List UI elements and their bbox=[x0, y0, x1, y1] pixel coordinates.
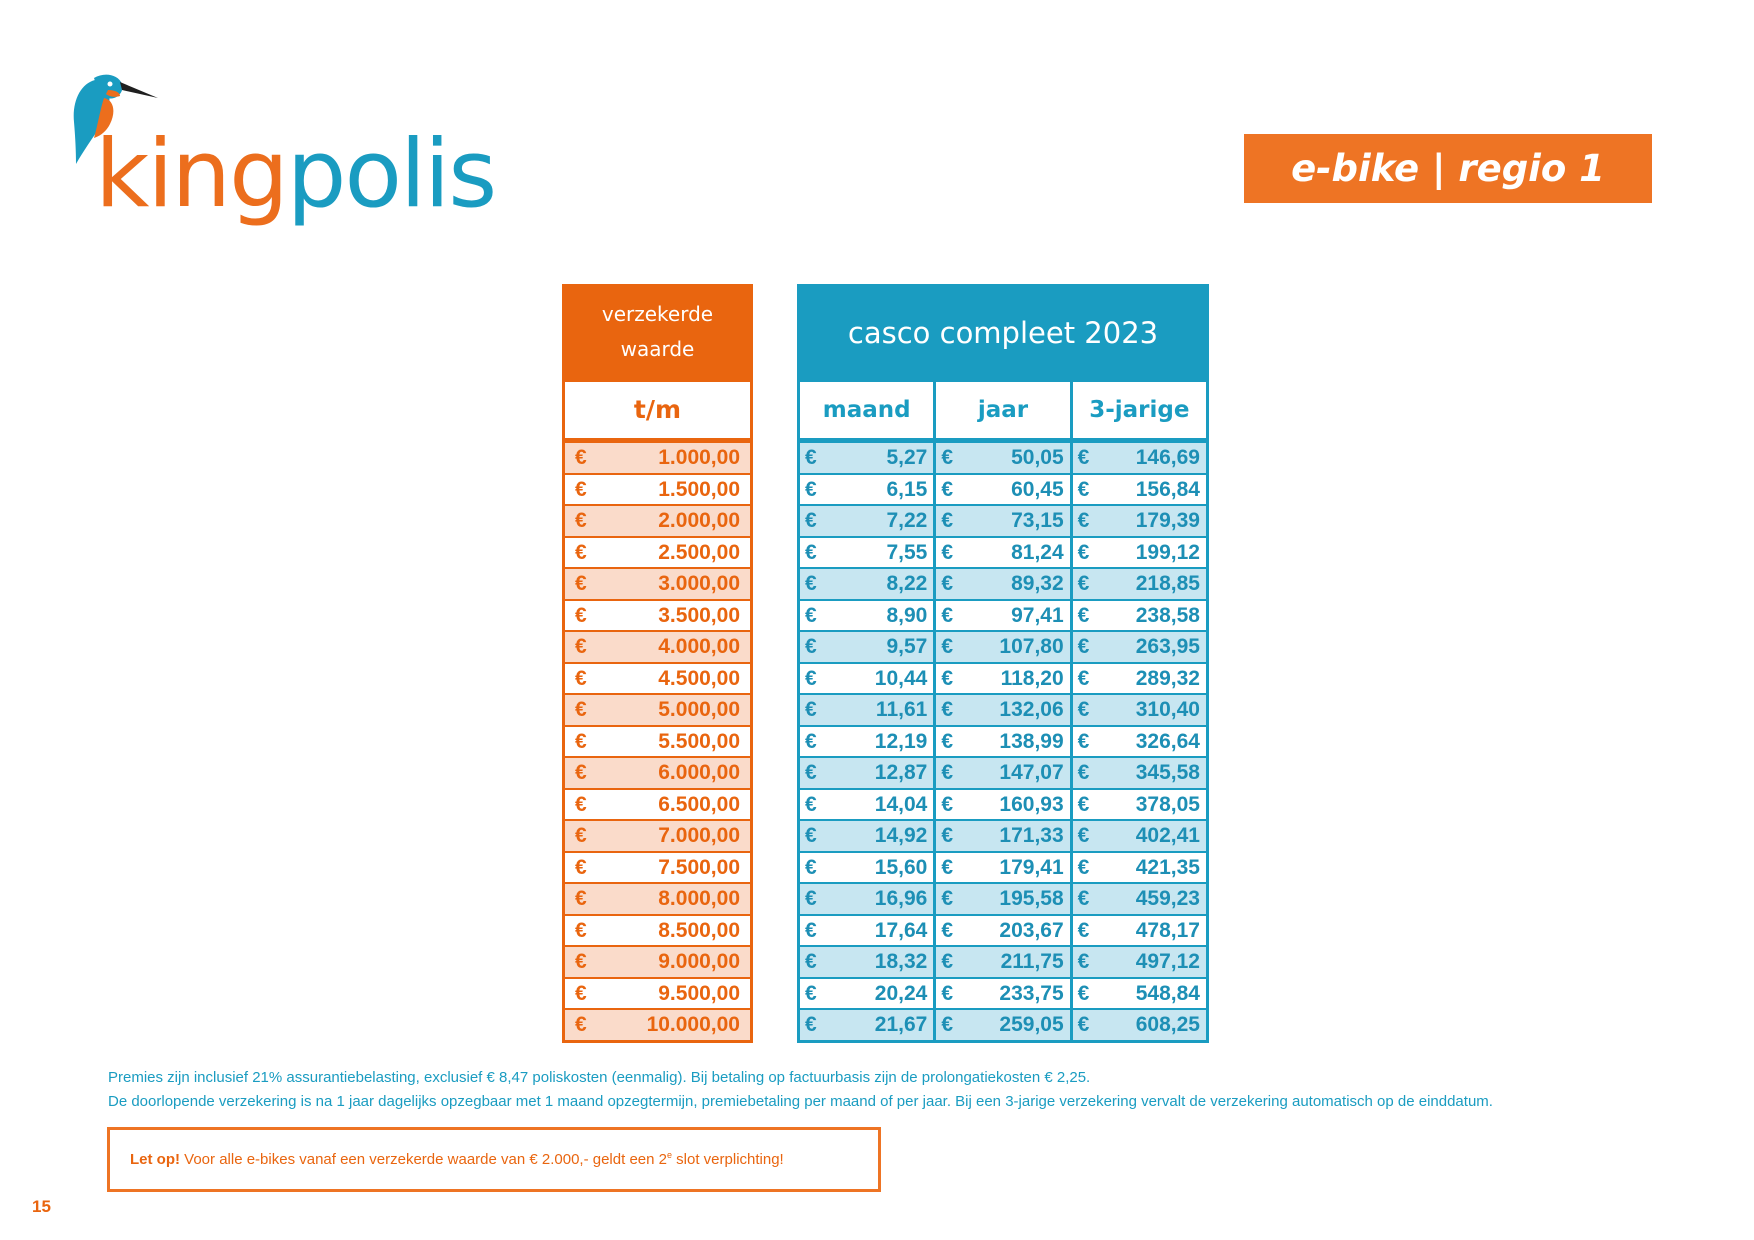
premium-column-headers bbox=[797, 382, 1209, 441]
premium-row bbox=[800, 851, 1206, 883]
premium-maand-cell bbox=[800, 475, 933, 505]
insured-value: 7.000,00 bbox=[658, 824, 740, 847]
currency-symbol: € bbox=[575, 729, 587, 753]
insured-value: 1.000,00 bbox=[658, 446, 740, 469]
currency-symbol: € bbox=[805, 855, 817, 879]
currency-symbol: € bbox=[941, 698, 954, 721]
premium-3-jarige: 218,85 bbox=[1135, 572, 1200, 595]
warning-text-end: slot verplichting! bbox=[672, 1151, 784, 1168]
premium-maand-cell bbox=[800, 821, 933, 851]
premium-3-jarige: 156,84 bbox=[1135, 477, 1200, 501]
currency-symbol: € bbox=[575, 635, 587, 658]
premium-3-jarige: 421,35 bbox=[1135, 855, 1200, 879]
premium-jaar: 89,32 bbox=[1011, 572, 1064, 595]
premium-3-jarige-cell bbox=[1070, 538, 1206, 568]
premium-maand-cell bbox=[800, 979, 933, 1009]
premium-maand: 20,24 bbox=[874, 981, 928, 1005]
insured-value-row bbox=[565, 567, 750, 599]
insured-value-row bbox=[565, 851, 750, 883]
premium-maand: 12,87 bbox=[874, 761, 928, 784]
currency-symbol: € bbox=[1077, 603, 1090, 627]
insured-value: 6.000,00 bbox=[658, 761, 740, 784]
currency-symbol: € bbox=[575, 887, 587, 910]
insured-value: 4.000,00 bbox=[658, 635, 740, 658]
currency-symbol: € bbox=[941, 918, 954, 942]
currency-symbol: € bbox=[575, 509, 587, 532]
premium-maand: 15,60 bbox=[874, 855, 928, 879]
insured-value: 6.500,00 bbox=[658, 792, 740, 816]
footnote-premiums: Premies zijn inclusief 21% assurantiebelasting, exclusief € 8,47 poliskosten (eenmalig). Bij betaling op factuurbasis zijn de prolongatiekosten € 2,25. bbox=[108, 1069, 1091, 1086]
logo-text-king: king bbox=[95, 120, 287, 229]
warning-text: Voor alle e-bikes vanaf een verzekerde waarde van € 2.000,- geldt een 2 bbox=[180, 1151, 667, 1168]
currency-symbol: € bbox=[575, 572, 587, 595]
insured-value-header bbox=[562, 284, 753, 382]
page-number: 15 bbox=[32, 1197, 51, 1216]
premium-3-jarige: 289,32 bbox=[1135, 666, 1200, 690]
currency-symbol: € bbox=[941, 572, 954, 595]
currency-symbol: € bbox=[805, 477, 817, 501]
currency-symbol: € bbox=[805, 603, 817, 627]
currency-symbol: € bbox=[941, 540, 954, 564]
premium-row bbox=[800, 662, 1206, 694]
insured-value-row bbox=[565, 599, 750, 631]
currency-symbol: € bbox=[805, 792, 817, 816]
insured-value: 5.000,00 bbox=[658, 698, 740, 721]
premium-row bbox=[800, 756, 1206, 788]
premium-rows bbox=[797, 441, 1209, 1043]
insured-value: 1.500,00 bbox=[658, 477, 740, 501]
premium-jaar: 195,58 bbox=[999, 887, 1064, 910]
currency-symbol: € bbox=[1077, 446, 1090, 469]
premium-3-jarige-cell bbox=[1070, 443, 1206, 473]
premium-maand: 5,27 bbox=[886, 446, 928, 469]
premium-maand-cell bbox=[800, 632, 933, 662]
premium-3-jarige: 548,84 bbox=[1135, 981, 1200, 1005]
premium-jaar-cell bbox=[933, 569, 1069, 599]
insured-value-row bbox=[565, 819, 750, 851]
insured-value: 3.000,00 bbox=[658, 572, 740, 595]
premium-3-jarige: 326,64 bbox=[1135, 729, 1200, 753]
currency-symbol: € bbox=[941, 981, 954, 1005]
premium-jaar-cell bbox=[933, 853, 1069, 883]
premium-3-jarige: 378,05 bbox=[1135, 792, 1200, 816]
premium-maand-cell bbox=[800, 727, 933, 757]
kingpolis-logo bbox=[95, 120, 496, 229]
currency-symbol: € bbox=[575, 446, 587, 469]
currency-symbol: € bbox=[1077, 981, 1090, 1005]
premium-row bbox=[800, 788, 1206, 820]
premium-row bbox=[800, 441, 1206, 473]
currency-symbol: € bbox=[1077, 729, 1090, 753]
premium-jaar-cell bbox=[933, 475, 1069, 505]
insured-value-subheader: t/m bbox=[562, 382, 753, 441]
premium-maand-cell bbox=[800, 506, 933, 536]
currency-symbol: € bbox=[805, 1013, 817, 1036]
premium-3-jarige-cell bbox=[1070, 979, 1206, 1009]
premium-maand: 12,19 bbox=[874, 729, 928, 753]
insured-value-row bbox=[565, 536, 750, 568]
premium-3-jarige-cell bbox=[1070, 884, 1206, 914]
currency-symbol: € bbox=[1077, 918, 1090, 942]
premium-jaar-cell bbox=[933, 979, 1069, 1009]
premium-table-header: casco compleet 2023 bbox=[797, 284, 1209, 382]
premium-3-jarige-cell bbox=[1070, 947, 1206, 977]
insured-value: 8.000,00 bbox=[658, 887, 740, 910]
premium-jaar: 138,99 bbox=[999, 729, 1064, 753]
premium-jaar: 73,15 bbox=[1011, 509, 1064, 532]
premium-maand: 11,61 bbox=[875, 698, 928, 721]
premium-row bbox=[800, 567, 1206, 599]
logo-text-polis: polis bbox=[286, 120, 496, 229]
premium-3-jarige-cell bbox=[1070, 853, 1206, 883]
premium-3-jarige: 478,17 bbox=[1135, 918, 1200, 942]
insured-value: 4.500,00 bbox=[658, 666, 740, 690]
premium-maand-cell bbox=[800, 443, 933, 473]
insured-value-row bbox=[565, 788, 750, 820]
premium-3-jarige: 402,41 bbox=[1135, 824, 1200, 847]
premium-3-jarige-cell bbox=[1070, 790, 1206, 820]
premium-jaar-cell bbox=[933, 884, 1069, 914]
currency-symbol: € bbox=[941, 824, 954, 847]
premium-jaar-cell bbox=[933, 538, 1069, 568]
currency-symbol: € bbox=[575, 981, 587, 1005]
premium-jaar: 107,80 bbox=[999, 635, 1064, 658]
premium-3-jarige: 263,95 bbox=[1135, 635, 1200, 658]
insured-value-row bbox=[565, 725, 750, 757]
currency-symbol: € bbox=[1077, 1013, 1090, 1036]
premium-3-jarige-cell bbox=[1070, 695, 1206, 725]
premium-maand: 8,90 bbox=[886, 603, 928, 627]
currency-symbol: € bbox=[805, 824, 817, 847]
premium-row bbox=[800, 536, 1206, 568]
currency-symbol: € bbox=[941, 446, 954, 469]
premium-3-jarige-cell bbox=[1070, 758, 1206, 788]
premium-row bbox=[800, 693, 1206, 725]
premium-jaar: 259,05 bbox=[999, 1013, 1064, 1036]
insured-value: 5.500,00 bbox=[658, 729, 740, 753]
currency-symbol: € bbox=[805, 666, 817, 690]
insured-value: 2.000,00 bbox=[658, 509, 740, 532]
premium-row bbox=[800, 599, 1206, 631]
insured-value-row bbox=[565, 662, 750, 694]
premium-maand-cell bbox=[800, 916, 933, 946]
premium-3-jarige-cell bbox=[1070, 569, 1206, 599]
premium-maand: 18,32 bbox=[874, 950, 928, 973]
column-header-3-jarige: 3-jarige bbox=[1070, 382, 1206, 438]
premium-3-jarige: 497,12 bbox=[1135, 950, 1200, 973]
currency-symbol: € bbox=[1077, 698, 1090, 721]
currency-symbol: € bbox=[941, 509, 954, 532]
currency-symbol: € bbox=[575, 698, 587, 721]
currency-symbol: € bbox=[941, 1013, 954, 1036]
premium-3-jarige: 146,69 bbox=[1135, 446, 1200, 469]
premium-3-jarige-cell bbox=[1070, 475, 1206, 505]
insured-value: 9.500,00 bbox=[658, 981, 740, 1005]
premium-3-jarige: 199,12 bbox=[1135, 540, 1200, 564]
warning-box bbox=[107, 1127, 881, 1192]
premium-maand-cell bbox=[800, 853, 933, 883]
currency-symbol: € bbox=[941, 729, 954, 753]
footnotes bbox=[108, 1066, 1748, 1114]
product-region-badge: e-bike | regio 1 bbox=[1244, 134, 1652, 203]
premium-3-jarige: 179,39 bbox=[1135, 509, 1200, 532]
premium-jaar: 233,75 bbox=[999, 981, 1064, 1005]
currency-symbol: € bbox=[575, 855, 587, 879]
premium-3-jarige-cell bbox=[1070, 821, 1206, 851]
currency-symbol: € bbox=[941, 855, 954, 879]
premium-maand-cell bbox=[800, 884, 933, 914]
insured-value-header-line2: waarde bbox=[620, 337, 695, 361]
footnote-cancellation: De doorlopende verzekering is na 1 jaar dagelijks opzegbaar met 1 maand opzegtermijn, premiebetaling per maand of per jaar. Bij een 3-jarige verzekering vervalt de verzekering automatisch op de einddatum. bbox=[108, 1093, 1493, 1110]
premium-row bbox=[800, 473, 1206, 505]
insured-value-row bbox=[565, 473, 750, 505]
currency-symbol: € bbox=[1077, 761, 1090, 784]
premium-jaar: 160,93 bbox=[999, 792, 1064, 816]
currency-symbol: € bbox=[1077, 792, 1090, 816]
premium-3-jarige-cell bbox=[1070, 1010, 1206, 1040]
currency-symbol: € bbox=[805, 761, 817, 784]
premium-maand-cell bbox=[800, 695, 933, 725]
currency-symbol: € bbox=[941, 603, 954, 627]
insured-value: 2.500,00 bbox=[658, 540, 740, 564]
premium-maand: 8,22 bbox=[886, 572, 928, 595]
premium-maand: 16,96 bbox=[874, 887, 928, 910]
premium-maand: 21,67 bbox=[874, 1013, 928, 1036]
currency-symbol: € bbox=[1077, 666, 1090, 690]
premium-3-jarige-cell bbox=[1070, 727, 1206, 757]
insured-value-row bbox=[565, 441, 750, 473]
premium-jaar-cell bbox=[933, 790, 1069, 820]
currency-symbol: € bbox=[805, 635, 817, 658]
currency-symbol: € bbox=[805, 918, 817, 942]
premium-maand: 6,15 bbox=[886, 477, 928, 501]
premium-maand: 9,57 bbox=[886, 635, 928, 658]
currency-symbol: € bbox=[575, 603, 587, 627]
currency-symbol: € bbox=[941, 761, 954, 784]
currency-symbol: € bbox=[575, 1013, 587, 1036]
currency-symbol: € bbox=[805, 446, 817, 469]
currency-symbol: € bbox=[575, 477, 587, 501]
premium-jaar-cell bbox=[933, 601, 1069, 631]
premium-maand-cell bbox=[800, 569, 933, 599]
premium-row bbox=[800, 977, 1206, 1009]
insured-value: 8.500,00 bbox=[658, 918, 740, 942]
currency-symbol: € bbox=[575, 824, 587, 847]
insured-value-row bbox=[565, 630, 750, 662]
currency-symbol: € bbox=[575, 540, 587, 564]
premium-jaar-cell bbox=[933, 1010, 1069, 1040]
currency-symbol: € bbox=[575, 666, 587, 690]
warning-label: Let op! bbox=[130, 1151, 180, 1168]
currency-symbol: € bbox=[941, 792, 954, 816]
currency-symbol: € bbox=[1077, 950, 1090, 973]
premium-jaar: 171,33 bbox=[999, 824, 1064, 847]
currency-symbol: € bbox=[1077, 509, 1090, 532]
currency-symbol: € bbox=[805, 950, 817, 973]
premium-3-jarige-cell bbox=[1070, 601, 1206, 631]
premium-row bbox=[800, 630, 1206, 662]
premium-jaar-cell bbox=[933, 727, 1069, 757]
currency-symbol: € bbox=[1077, 824, 1090, 847]
currency-symbol: € bbox=[1077, 572, 1090, 595]
premium-row bbox=[800, 914, 1206, 946]
premium-jaar: 147,07 bbox=[999, 761, 1064, 784]
currency-symbol: € bbox=[941, 635, 954, 658]
currency-symbol: € bbox=[805, 729, 817, 753]
premium-jaar-cell bbox=[933, 947, 1069, 977]
insured-value: 10.000,00 bbox=[646, 1013, 740, 1036]
premium-row bbox=[800, 819, 1206, 851]
insured-value: 3.500,00 bbox=[658, 603, 740, 627]
currency-symbol: € bbox=[1077, 477, 1090, 501]
insured-value: 9.000,00 bbox=[658, 950, 740, 973]
premium-jaar-cell bbox=[933, 916, 1069, 946]
premium-row bbox=[800, 1008, 1206, 1040]
insured-value-header-line1: verzekerde bbox=[601, 302, 714, 326]
insured-value-row bbox=[565, 693, 750, 725]
insured-value-row bbox=[565, 945, 750, 977]
currency-symbol: € bbox=[575, 918, 587, 942]
currency-symbol: € bbox=[805, 981, 817, 1005]
insured-value-row bbox=[565, 756, 750, 788]
premium-row bbox=[800, 945, 1206, 977]
premium-maand: 17,64 bbox=[874, 918, 928, 942]
premium-maand-cell bbox=[800, 1010, 933, 1040]
premium-maand: 10,44 bbox=[874, 666, 928, 690]
premium-maand-cell bbox=[800, 758, 933, 788]
premium-row bbox=[800, 882, 1206, 914]
premium-maand: 14,92 bbox=[874, 824, 928, 847]
currency-symbol: € bbox=[805, 540, 817, 564]
premium-3-jarige-cell bbox=[1070, 916, 1206, 946]
insured-value-row bbox=[565, 504, 750, 536]
premium-jaar-cell bbox=[933, 695, 1069, 725]
premium-row bbox=[800, 725, 1206, 757]
currency-symbol: € bbox=[805, 572, 817, 595]
insured-value-row bbox=[565, 914, 750, 946]
premium-jaar: 132,06 bbox=[999, 698, 1064, 721]
premium-jaar-cell bbox=[933, 632, 1069, 662]
column-header-jaar: jaar bbox=[933, 382, 1069, 438]
premium-maand: 14,04 bbox=[874, 792, 928, 816]
premium-jaar: 97,41 bbox=[1011, 603, 1064, 627]
premium-jaar: 211,75 bbox=[1000, 950, 1064, 973]
premium-row bbox=[800, 504, 1206, 536]
insured-value-row bbox=[565, 977, 750, 1009]
premium-maand: 7,55 bbox=[886, 540, 928, 564]
currency-symbol: € bbox=[941, 887, 954, 910]
insured-value-row bbox=[565, 1008, 750, 1040]
currency-symbol: € bbox=[941, 477, 954, 501]
premium-jaar-cell bbox=[933, 443, 1069, 473]
insured-value-rows bbox=[562, 441, 753, 1043]
currency-symbol: € bbox=[941, 950, 954, 973]
premium-3-jarige: 310,40 bbox=[1135, 698, 1200, 721]
currency-symbol: € bbox=[575, 950, 587, 973]
premium-3-jarige: 345,58 bbox=[1135, 761, 1200, 784]
premium-jaar-cell bbox=[933, 664, 1069, 694]
premium-maand: 7,22 bbox=[886, 509, 928, 532]
insured-value: 7.500,00 bbox=[658, 855, 740, 879]
premium-jaar: 179,41 bbox=[999, 855, 1064, 879]
currency-symbol: € bbox=[1077, 855, 1090, 879]
premium-jaar: 60,45 bbox=[1011, 477, 1064, 501]
insured-value-row bbox=[565, 882, 750, 914]
premium-maand-cell bbox=[800, 790, 933, 820]
currency-symbol: € bbox=[941, 666, 954, 690]
premium-maand-cell bbox=[800, 538, 933, 568]
premium-3-jarige-cell bbox=[1070, 664, 1206, 694]
premium-3-jarige: 608,25 bbox=[1135, 1013, 1200, 1036]
premium-jaar: 203,67 bbox=[999, 918, 1064, 942]
premium-jaar-cell bbox=[933, 506, 1069, 536]
currency-symbol: € bbox=[1077, 635, 1090, 658]
currency-symbol: € bbox=[575, 761, 587, 784]
premium-3-jarige: 459,23 bbox=[1135, 887, 1200, 910]
warning-superscript: e bbox=[666, 1150, 672, 1160]
premium-jaar-cell bbox=[933, 821, 1069, 851]
premium-jaar: 50,05 bbox=[1011, 446, 1064, 469]
premium-jaar: 118,20 bbox=[1000, 666, 1064, 690]
premium-3-jarige-cell bbox=[1070, 506, 1206, 536]
currency-symbol: € bbox=[1077, 540, 1090, 564]
premium-3-jarige-cell bbox=[1070, 632, 1206, 662]
premium-jaar: 81,24 bbox=[1011, 540, 1064, 564]
premium-maand-cell bbox=[800, 947, 933, 977]
premium-maand-cell bbox=[800, 601, 933, 631]
currency-symbol: € bbox=[805, 887, 817, 910]
premium-jaar-cell bbox=[933, 758, 1069, 788]
currency-symbol: € bbox=[1077, 887, 1090, 910]
premium-maand-cell bbox=[800, 664, 933, 694]
currency-symbol: € bbox=[805, 698, 817, 721]
currency-symbol: € bbox=[805, 509, 817, 532]
premium-3-jarige: 238,58 bbox=[1135, 603, 1200, 627]
column-header-maand: maand bbox=[822, 397, 911, 423]
currency-symbol: € bbox=[575, 792, 587, 816]
